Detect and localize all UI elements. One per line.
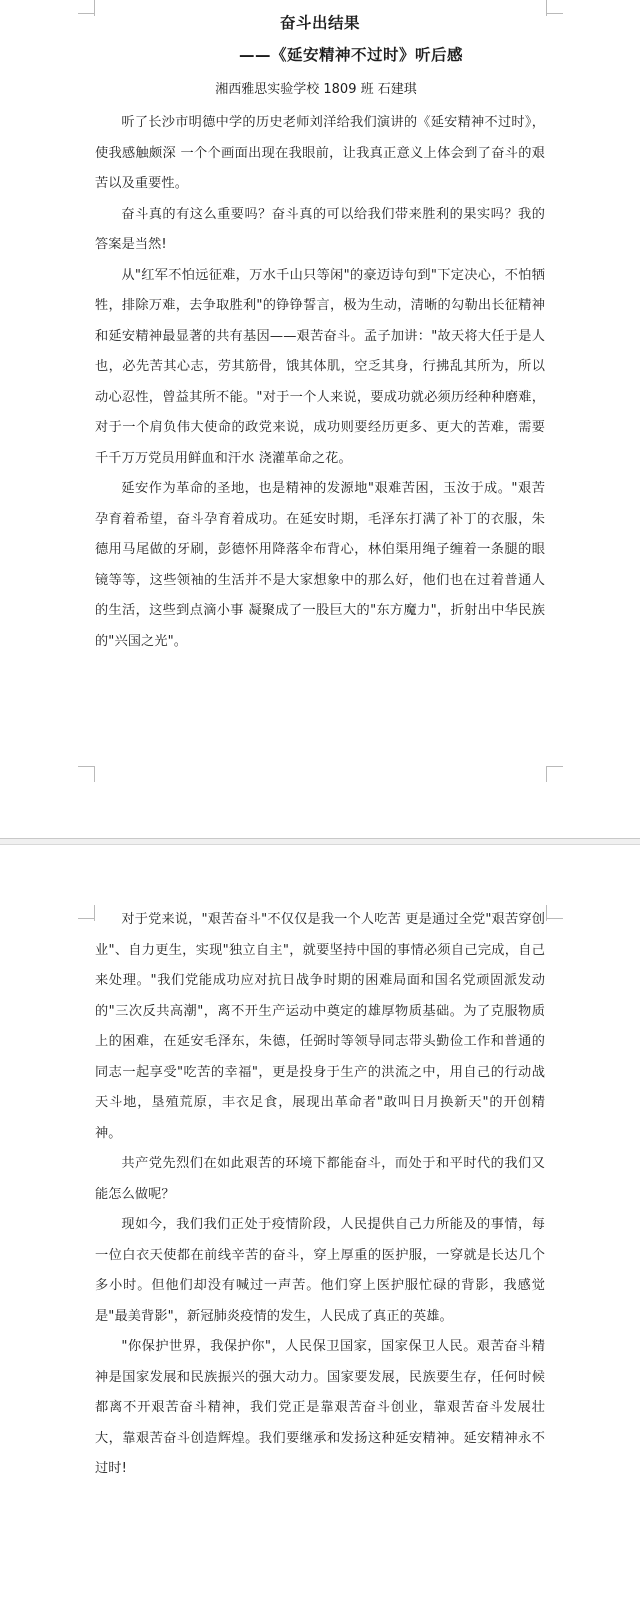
- crop-mark-top-right: [546, 905, 563, 921]
- crop-mark-bottom-right: [546, 764, 563, 780]
- document-byline: 湘西雅思实验学校 1809 班 石建琪: [215, 82, 417, 97]
- crop-mark-top-left: [78, 905, 95, 921]
- page-2-text-area: [95, 905, 545, 1485]
- page-1-text-area: [95, 8, 545, 657]
- document-subtitle: ——《延安精神不过时》听后感: [238, 46, 463, 64]
- document-page-2: [0, 845, 640, 1600]
- crop-mark-top-left: [78, 0, 95, 16]
- paragraph: 现如今，我们我们正处于疫情阶段，人民提供自己力所能及的事情，每一位白衣天使都在前线辛苦的奋斗，穿上厚重的医护服，一穿就是长达几个多小时。但他们却没有喊过一声苦。他们穿上医护服忙碌的背影，我感觉是"最美背影"，新冠肺炎疫情的发生，人民成了真正的英雄。: [95, 1217, 545, 1324]
- crop-mark-bottom-left: [78, 764, 95, 780]
- paragraph: 听了长沙市明德中学的历史老师刘洋给我们演讲的《延安精神不过时》，使我感触颇深 一个个画面出现在我眼前，让我真正意义上体会到了奋斗的艰苦以及重要性。: [95, 115, 545, 191]
- page-separator: [0, 838, 640, 845]
- paragraph: "你保护世界，我保护你"，人民保卫国家，国家保卫人民。艰苦奋斗精神是国家发展和民族振兴的强大动力。国家要发展，民族要生存，任何时候都离不开艰苦奋斗精神，我们党正是靠艰苦奋斗创业，靠艰苦奋斗发展壮大，靠艰苦奋斗创造辉煌。我们要继承和发扬这种延安精神。延安精神永不过时!: [95, 1339, 545, 1476]
- crop-mark-top-right: [546, 0, 563, 16]
- paragraph: 共产党先烈们在如此艰苦的环境下都能奋斗，而处于和平时代的我们又能怎么做呢？: [95, 1156, 545, 1202]
- paragraph: 从"红军不怕远征难，万水千山只等闲"的豪迈诗句到"下定决心，不怕牺牲，排除万难，去争取胜利"的铮铮誓言，极为生动，清晰的勾勒出长征精神和延安精神最显著的共有基因——艰苦奋斗。孟子加讲："故天将大任于是人也，必先苦其心志，劳其筋骨，饿其体肌，空乏其身，行拂乱其所为，所以动心忍性，曾益其所不能。"对于一个人来说，要成功就必须历经种种磨难，对于一个肩负伟大使命的政党来说，成功则要经历更多、更大的苦难，需要千千万万党员用鲜血和汗水 浇灌革命之花。: [95, 267, 545, 466]
- paragraph: 奋斗真的有这么重要吗？奋斗真的可以给我们带来胜利的果实吗？我的答案是当然!: [95, 206, 545, 252]
- paragraph: 延安作为革命的圣地，也是精神的发源地"艰难苦困，玉汝于成。"艰苦孕育着希望，奋斗孕育着成功。在延安时期，毛泽东打满了补丁的衣服，朱德用马尾做的牙刷，彭德怀用降落伞布背心，林伯渠用绳子缠着一条腿的眼镜等等，这些领袖的生活并不是大家想象中的那么好，他们也在过着普通人的生活，这些到点滴小事 凝聚成了一股巨大的"东方魔力"，折射出中华民族的"兴国之光"。: [95, 481, 545, 649]
- paragraph: 对于党来说，"艰苦奋斗"不仅仅是我一个人吃苦 更是通过全党"艰苦穿创业"、自力更生，实现"独立自主"，就要坚持中国的事情必须自己完成，自己来处理。"我们党能成功应对抗日战争时期的困难局面和国名党顽固派发动的"三次反共高潮"，离不开生产运动中奠定的雄厚物质基础。为了克服物质上的困难，在延安毛泽东，朱德，任弼时等领导同志带头勤俭工作和普通的同志一起享受"吃苦的幸福"，更是投身于生产的洪流之中，用自己的行动战天斗地，垦殖荒原，丰衣足食，展现出革命者"敢叫日月换新天"的开创精神。: [95, 912, 545, 1141]
- document-title: 奋斗出结果: [279, 14, 360, 32]
